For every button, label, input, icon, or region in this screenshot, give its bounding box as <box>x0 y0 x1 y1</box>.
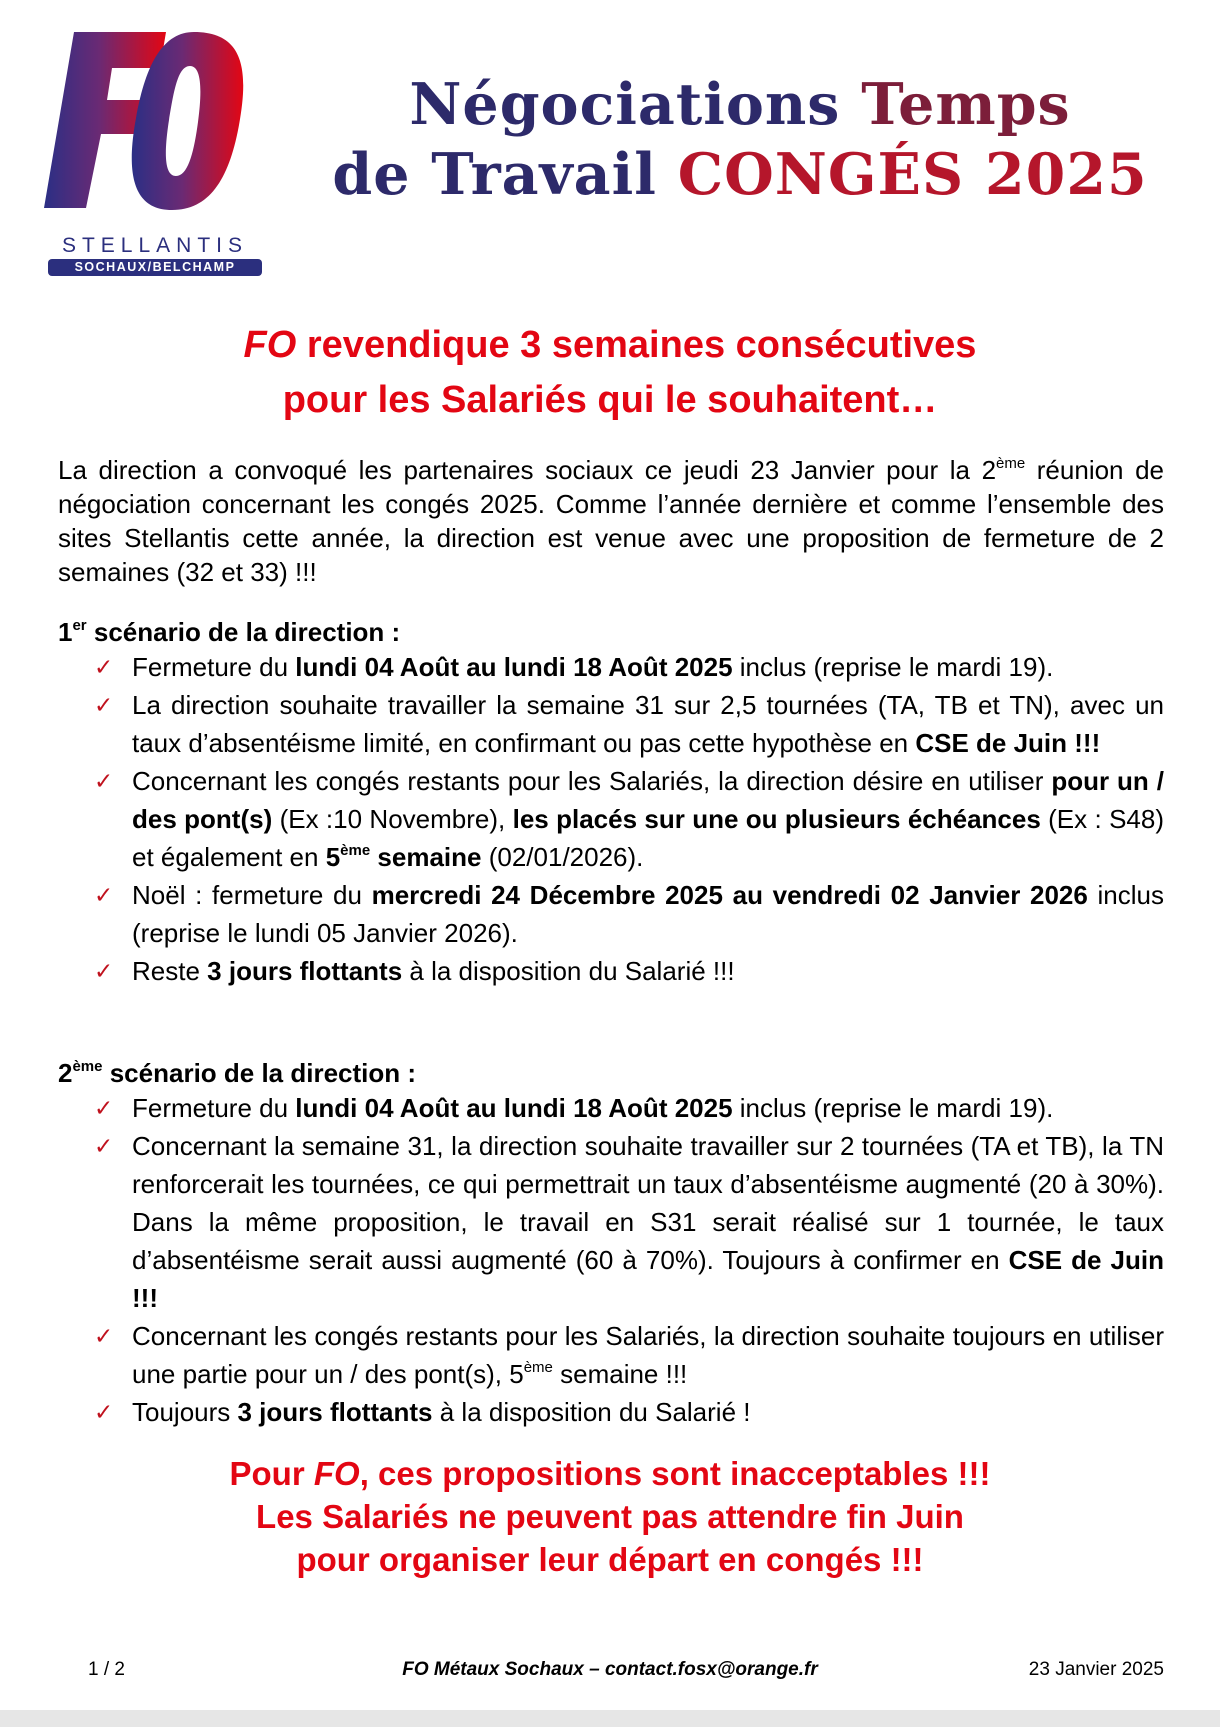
list-item: ✓ Concernant la semaine 31, la direction souhaite travailler sur 2 tournées (TA et TB), la TN renforcerait les tournées, ce qui permettrait un taux d’absentéisme augmenté (20 à 30%). Dans la même proposition, le travail en S31 serait réalisé sur 1 tournée, le taux d’absentéisme serait aussi augmenté (60 à 70%). Toujours à confirmer en CSE de Juin !!! <box>58 1127 1164 1317</box>
list-item: ✓ Concernant les congés restants pour les Salariés, la direction désire en utiliser pour un / des pont(s) (Ex :10 Novembre), les placés sur une ou plusieurs échéances (Ex : S48) et également en 5ème semaine (02/01/2026). <box>58 762 1164 876</box>
logo-site-badge: SOCHAUX/BELCHAMP <box>48 259 262 276</box>
scenario-1-list <box>58 648 1164 990</box>
checkmark-icon: ✓ <box>94 768 114 794</box>
list-item: ✓ La direction souhaite travailler la semaine 31 sur 2,5 tournées (TA, TB et TN), avec un taux d’absentéisme limité, en confirmant ou pas cette hypothèse en CSE de Juin !!! <box>58 686 1164 762</box>
checkmark-icon: ✓ <box>94 958 114 984</box>
conclusion-line2: Les Salariés ne peuvent pas attendre fin Juin <box>256 1498 964 1535</box>
checkmark-icon: ✓ <box>94 882 114 908</box>
conclusion <box>60 1452 1160 1581</box>
conclusion-line3: pour organiser leur départ en congés !!! <box>296 1541 924 1578</box>
scenario-2-title: 2ème scénario de la direction : <box>58 1058 417 1088</box>
headline-line2: pour les Salariés qui le souhaitent… <box>282 379 938 421</box>
footer-contact: FO Métaux Sochaux – contact.fosx@orange.fr <box>402 1659 818 1680</box>
checkmark-icon: ✓ <box>94 1323 114 1349</box>
page-title <box>280 70 1200 210</box>
page-number: 1 / 2 <box>88 1659 125 1680</box>
intro-paragraph: La direction a convoqué les partenaires sociaux ce jeudi 23 Janvier pour la 2ème réunion de négociation concernant les congés 2025. Comme l’année dernière et comme l’ensemble des sites Stellantis cette année, la direction est venue avec une proposition de fermeture de 2 semaines (32 et 33) !!! <box>58 455 1164 587</box>
list-item: ✓ Fermeture du lundi 04 Août au lundi 18 Août 2025 inclus (reprise le mardi 19). <box>58 648 1164 686</box>
page-title-line2: de Travail CONGÉS 2025 <box>332 141 1148 208</box>
fo-stellantis-logo <box>44 30 264 278</box>
page-title-line1: Négociations Temps <box>409 71 1071 138</box>
checkmark-icon: ✓ <box>94 1095 114 1121</box>
checkmark-icon: ✓ <box>94 654 114 680</box>
viewer-bottom-edge <box>0 1710 1220 1727</box>
checkmark-icon: ✓ <box>94 1399 114 1425</box>
footer-date: 23 Janvier 2025 <box>1028 1659 1164 1680</box>
scenario-1-title: 1er scénario de la direction : <box>58 617 401 647</box>
headline-line1: FO revendique 3 semaines consécutives <box>243 324 977 366</box>
list-item: ✓ Concernant les congés restants pour les Salariés, la direction souhaite toujours en utiliser une partie pour un / des pont(s), 5ème semaine !!! <box>58 1317 1164 1393</box>
checkmark-icon: ✓ <box>94 692 114 718</box>
list-item: ✓ Toujours 3 jours flottants à la disposition du Salarié ! <box>58 1393 1164 1431</box>
logo-brand-text: STELLANTIS <box>61 234 249 257</box>
headline <box>60 318 1160 428</box>
scenario-2-list <box>58 1089 1164 1431</box>
conclusion-line1: Pour FO, ces propositions sont inacceptables !!! <box>229 1455 991 1492</box>
fo-logo-graphic <box>44 30 264 240</box>
list-item: ✓ Noël : fermeture du mercredi 24 Décembre 2025 au vendredi 02 Janvier 2026 inclus (reprise le lundi 05 Janvier 2026). <box>58 876 1164 952</box>
checkmark-icon: ✓ <box>94 1133 114 1159</box>
list-item: ✓ Fermeture du lundi 04 Août au lundi 18 Août 2025 inclus (reprise le mardi 19). <box>58 1089 1164 1127</box>
list-item: ✓ Reste 3 jours flottants à la disposition du Salarié !!! <box>58 952 1164 990</box>
